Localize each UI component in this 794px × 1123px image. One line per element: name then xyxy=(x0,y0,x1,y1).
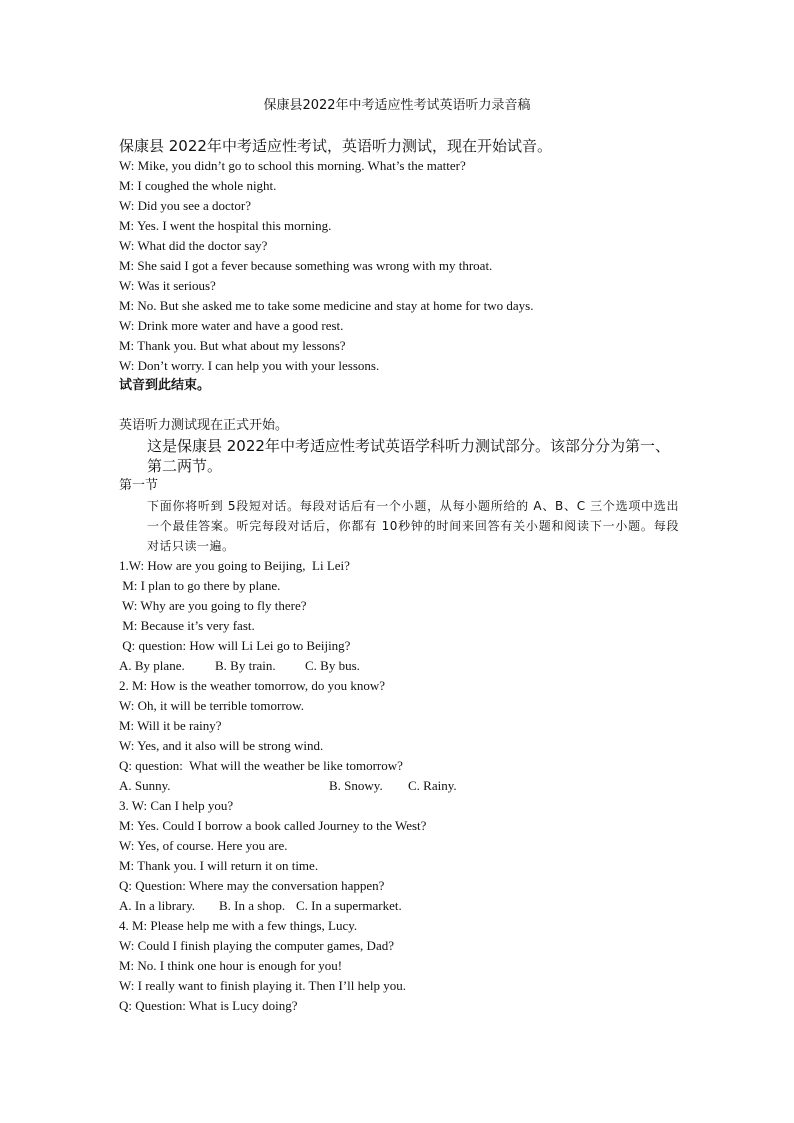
section-1-heading: 第一节 xyxy=(119,478,159,493)
trial-line: M: Thank you. But what about my lessons? xyxy=(119,338,346,353)
q3-option-a: A. In a library. xyxy=(119,898,196,913)
q4-line: 4. M: Please help me with a few things, Lucy. xyxy=(119,918,358,933)
q1-line: Q: question: How will Li Lei go to Beijing? xyxy=(119,638,351,653)
trial-line: W: What did the doctor say? xyxy=(119,238,268,253)
q1-option-a: A. By plane. xyxy=(119,658,185,673)
q2-line: M: Will it be rainy? xyxy=(119,718,222,733)
q3-option-b: B. In a shop. xyxy=(219,898,286,913)
q1-line: 1.W: How are you going to Beijing, Li Lei? xyxy=(119,558,350,573)
q4-line: M: No. I think one hour is enough for you! xyxy=(119,958,343,973)
q1-line: M: Because it’s very fast. xyxy=(119,618,255,633)
q3-line: M: Yes. Could I borrow a book called Journey to the West? xyxy=(119,818,427,833)
trial-line: W: Did you see a doctor? xyxy=(119,198,251,213)
q2-line: Q: question: What will the weather be like tomorrow? xyxy=(119,758,403,773)
trial-line: M: She said I got a fever because something was wrong with my throat. xyxy=(119,258,493,273)
spacer xyxy=(119,396,679,416)
q2-options xyxy=(119,776,679,796)
q3-options xyxy=(119,896,679,916)
q1-option-c: C. By bus. xyxy=(305,658,360,673)
trial-line: M: I coughed the whole night. xyxy=(119,178,277,193)
q3-line: W: Yes, of course. Here you are. xyxy=(119,838,288,853)
document-title: 保康县2022年中考适应性考试英语听力录音稿 xyxy=(263,98,531,113)
section-1-instructions: 下面你将听到 5段短对话。每段对话后有一个小题，从每小题所给的 A、B、C 三个选项中选出一个最佳答案。听完每段对话后，你都有 10秒钟的时间来回答有关小题和阅读下一小题。每段对话只读一遍。 xyxy=(147,499,679,553)
test-description: 这是保康县 2022年中考适应性考试英语学科听力测试部分。该部分分为第一、第二两节。 xyxy=(147,437,670,475)
q4-line: W: I really want to finish playing it. Then I’ll help you. xyxy=(119,978,407,993)
q2-line: 2. M: How is the weather tomorrow, do you know? xyxy=(119,678,385,693)
q3-option-c: C. In a supermarket. xyxy=(296,898,402,913)
q2-line: W: Yes, and it also will be strong wind. xyxy=(119,738,324,753)
q3-line: M: Thank you. I will return it on time. xyxy=(119,858,319,873)
trial-line: W: Don’t worry. I can help you with your lessons. xyxy=(119,358,380,373)
q1-options xyxy=(119,656,679,676)
trial-line: M: No. But she asked me to take some medicine and stay at home for two days. xyxy=(119,298,534,313)
q2-option-a: A. Sunny. xyxy=(119,778,171,793)
trial-line: W: Mike, you didn’t go to school this morning. What’s the matter? xyxy=(119,158,466,173)
q4-line: Q: Question: What is Lucy doing? xyxy=(119,998,298,1013)
q1-line: M: I plan to go there by plane. xyxy=(119,578,281,593)
document-body xyxy=(119,136,679,1016)
q4-line: W: Could I finish playing the computer games, Dad? xyxy=(119,938,394,953)
q3-line: 3. W: Can I help you? xyxy=(119,798,234,813)
q1-option-b: B. By train. xyxy=(215,658,276,673)
q1-line: W: Why are you going to fly there? xyxy=(119,598,307,613)
trial-line: W: Drink more water and have a good rest. xyxy=(119,318,344,333)
q3-line: Q: Question: Where may the conversation happen? xyxy=(119,878,385,893)
q2-option-c: C. Rainy. xyxy=(408,778,457,793)
trial-line: M: Yes. I went the hospital this morning. xyxy=(119,218,332,233)
q2-line: W: Oh, it will be terrible tomorrow. xyxy=(119,698,304,713)
trial-line: W: Was it serious? xyxy=(119,278,216,293)
test-start: 英语听力测试现在正式开始。 xyxy=(119,418,289,433)
q2-option-b: B. Snowy. xyxy=(329,778,383,793)
trial-end: 试音到此结束。 xyxy=(119,378,211,393)
intro-line: 保康县 2022年中考适应性考试，英语听力测试，现在开始试音。 xyxy=(119,137,552,155)
